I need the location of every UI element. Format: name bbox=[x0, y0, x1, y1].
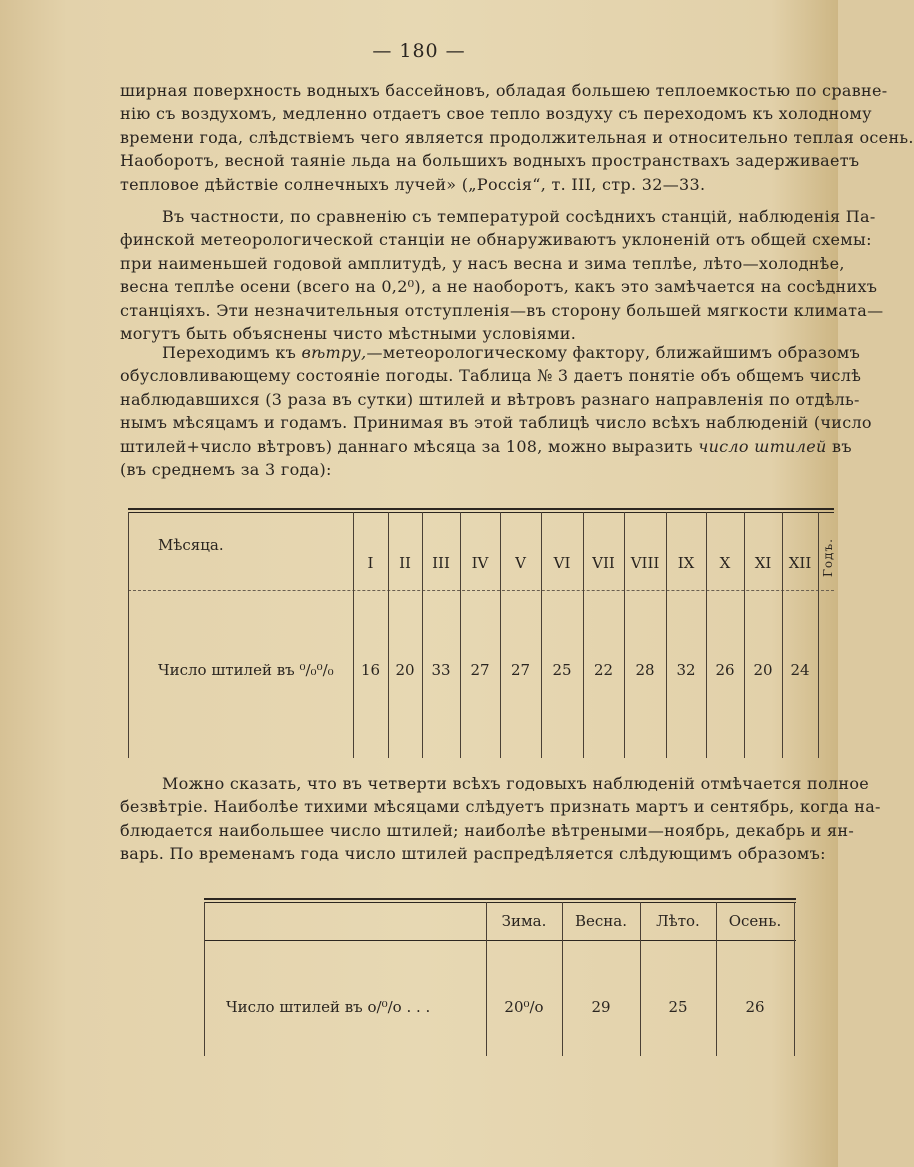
column-divider bbox=[500, 512, 501, 758]
calm-value: 20 bbox=[753, 661, 773, 679]
paragraph-2 bbox=[120, 205, 884, 345]
text-fragment: Переходимъ къ bbox=[162, 343, 302, 362]
month-header: V bbox=[515, 554, 526, 572]
text-line: при наименьшей годовой амплитудѣ, у насъ весна и зима теплѣе, лѣто—холоднѣе, bbox=[120, 253, 845, 273]
calm-value: 16 bbox=[360, 661, 381, 679]
row-label: Число штилей въ о/⁰/о . . . bbox=[226, 998, 431, 1016]
calm-by-season-table bbox=[204, 898, 796, 1056]
calm-value: 25 bbox=[552, 661, 572, 679]
text-line: блюдается наибольшее число штилей; наиболѣе вѣтреными—ноябрь, декабрь и ян- bbox=[120, 820, 855, 840]
calm-value: 24 bbox=[790, 661, 810, 679]
season-header: Весна. bbox=[574, 912, 627, 930]
column-divider bbox=[541, 512, 542, 758]
page-number: — 180 — bbox=[372, 40, 466, 62]
table-rule bbox=[128, 512, 834, 513]
calm-value: 27 bbox=[470, 661, 490, 679]
text-line bbox=[120, 435, 852, 458]
month-header: XII bbox=[788, 554, 812, 572]
text-line: (въ среднемъ за 3 года): bbox=[120, 460, 332, 480]
table-rule bbox=[204, 940, 796, 941]
season-value: 20⁰/о bbox=[504, 998, 544, 1016]
column-divider bbox=[706, 512, 707, 758]
column-divider bbox=[666, 512, 667, 758]
text-line: обусловливающему состояніе погоды. Таблица № 3 даетъ понятіе объ общемъ числѣ bbox=[120, 366, 862, 386]
text-line: безвѣтріе. Наиболѣе тихими мѣсяцами слѣдуетъ признать мартъ и сентябрь, когда на- bbox=[120, 797, 881, 817]
season-header: Зима. bbox=[501, 912, 547, 930]
text-line: финской метеорологической станціи не обнаруживаютъ уклоненій отъ общей схемы: bbox=[120, 230, 872, 250]
text-line bbox=[120, 341, 861, 364]
text-line: нію съ воздухомъ, медленно отдаетъ свое тепло воздуху съ переходомъ къ холодному bbox=[120, 104, 872, 124]
column-divider bbox=[782, 512, 783, 758]
text-line: тепловое дѣйствіе солнечныхъ лучей» („Россія“, т. III, стр. 32—33. bbox=[120, 174, 706, 194]
column-divider bbox=[583, 512, 584, 758]
calm-value: 28 bbox=[635, 661, 655, 679]
calm-value: 27 bbox=[510, 661, 531, 679]
italic-term: вѣтру, bbox=[301, 343, 367, 362]
season-header: Осень. bbox=[728, 912, 782, 930]
month-header: VIII bbox=[630, 554, 660, 572]
calm-by-month-table bbox=[128, 508, 834, 758]
calm-value: 26 bbox=[715, 661, 735, 679]
text-line: Можно сказать, что въ четверти всѣхъ годовыхъ наблюденій отмѣчается полное bbox=[162, 774, 870, 793]
column-divider bbox=[422, 512, 423, 758]
text-fragment: въ bbox=[826, 436, 852, 456]
column-divider bbox=[744, 512, 745, 758]
text-line: весна теплѣе осени (всего на 0,2⁰), а не наоборотъ, какъ это замѣчается на сосѣднихъ bbox=[120, 277, 878, 297]
text-line: нымъ мѣсяцамъ и годамъ. Принимая въ этой таблицѣ число всѣхъ наблюденій (число bbox=[120, 413, 872, 433]
month-header: VII bbox=[592, 554, 615, 572]
calm-value: 20 bbox=[395, 661, 415, 679]
text-fragment: —метеорологическому фактору, ближайшимъ образомъ bbox=[366, 343, 861, 362]
table-border bbox=[204, 902, 205, 1056]
month-header: IV bbox=[471, 554, 489, 572]
month-header: VI bbox=[553, 554, 571, 572]
paragraph-1 bbox=[120, 79, 914, 196]
column-divider bbox=[818, 512, 819, 758]
table-rule bbox=[128, 590, 834, 591]
month-header: X bbox=[719, 554, 731, 572]
text-line: ширная поверхность водныхъ бассейновъ, обладая большею теплоемкостью по сравне- bbox=[120, 81, 888, 100]
calm-value: 33 bbox=[431, 661, 451, 679]
year-header: Годъ. bbox=[821, 538, 835, 578]
table-rule bbox=[128, 508, 834, 510]
month-header: XI bbox=[754, 554, 772, 572]
text-line: варь. По временамъ года число штилей распредѣляется слѣдующимъ образомъ: bbox=[120, 844, 826, 864]
season-value: 29 bbox=[591, 998, 611, 1016]
season-header: Лѣто. bbox=[656, 912, 700, 930]
season-value: 25 bbox=[668, 998, 688, 1016]
column-divider bbox=[624, 512, 625, 758]
column-divider bbox=[388, 512, 389, 758]
text-line: Наоборотъ, весной таяніе льда на большихъ водныхъ пространствахъ задерживаетъ bbox=[120, 151, 860, 171]
row-label: Число штилей въ ⁰/₀⁰/₀ bbox=[158, 661, 334, 679]
text-line: могутъ быть объяснены чисто мѣстными условіями. bbox=[120, 324, 577, 344]
italic-term: число штилей bbox=[698, 436, 827, 456]
stub-header: Мѣсяца. bbox=[158, 536, 224, 554]
table-rule bbox=[204, 898, 796, 900]
calm-value: 32 bbox=[676, 661, 696, 679]
month-header: III bbox=[432, 554, 450, 572]
month-header: IX bbox=[677, 554, 695, 572]
season-value: 26 bbox=[745, 998, 765, 1016]
table-border bbox=[128, 512, 129, 758]
month-header: II bbox=[399, 554, 411, 572]
text-line: Въ частности, по сравненію съ температурой сосѣднихъ станцій, наблюденія Па- bbox=[162, 207, 876, 226]
paragraph-4 bbox=[120, 772, 881, 866]
text-fragment: штилей+число вѣтровъ) даннаго мѣсяца за 108, можно выразить bbox=[120, 436, 699, 456]
paragraph-3 bbox=[120, 341, 872, 481]
text-line: времени года, слѣдствіемъ чего является продолжительная и относительно теплая осень. bbox=[120, 127, 914, 147]
table-rule bbox=[204, 902, 796, 903]
text-line: наблюдавшихся (3 раза въ сутки) штилей и вѣтровъ разнаго направленія по отдѣль- bbox=[120, 389, 860, 409]
column-divider bbox=[794, 902, 795, 1056]
column-divider bbox=[353, 512, 354, 758]
month-header: I bbox=[367, 554, 374, 572]
calm-value: 22 bbox=[593, 661, 614, 679]
text-line: станціяхъ. Эти незначительныя отступленія—въ сторону большей мягкости климата— bbox=[120, 300, 884, 320]
column-divider bbox=[460, 512, 461, 758]
